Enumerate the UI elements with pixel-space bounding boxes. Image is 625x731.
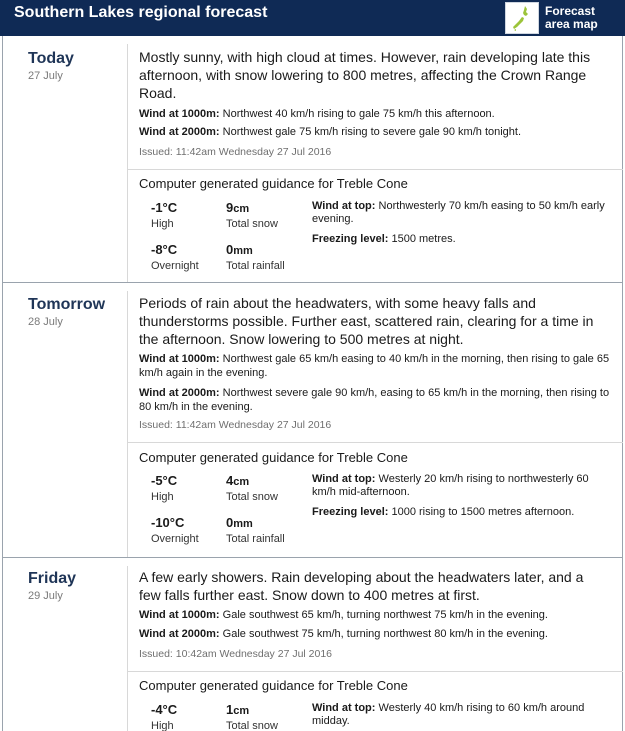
wind-2000m-value: Northwest severe gale 90 km/h, easing to 65 km/h in the morning, then rising to 80 km/h in the evening. xyxy=(139,387,610,413)
high-temp: -4°C xyxy=(151,702,178,717)
section-divider xyxy=(128,169,623,170)
day-name: Today xyxy=(28,50,74,67)
freezing-level xyxy=(312,233,612,245)
day-name: Tomorrow xyxy=(28,296,106,313)
total-rainfall-label: Total rainfall xyxy=(226,260,285,272)
total-rainfall-value xyxy=(226,242,253,257)
rain-unit: mm xyxy=(233,245,253,257)
overnight-temp: -10°C xyxy=(151,515,185,530)
issued-time: Issued: 11:42am Wednesday 27 Jul 2016 xyxy=(139,146,332,158)
day-date: 29 July xyxy=(28,590,63,602)
column-divider xyxy=(127,44,128,282)
high-temp: -1°C xyxy=(151,200,178,215)
page-header xyxy=(0,0,625,36)
wind-at-top-value: Northwesterly 70 km/h easing to 50 km/h early evening. xyxy=(312,200,605,225)
freezing-level-label: Freezing level: xyxy=(312,233,389,245)
freezing-level-label: Freezing level: xyxy=(312,506,389,518)
wind-1000m xyxy=(139,352,614,380)
overnight-label: Overnight xyxy=(151,533,199,545)
day-name: Friday xyxy=(28,570,77,587)
total-rainfall-value xyxy=(226,515,253,530)
wind-1000m xyxy=(139,107,614,121)
wind-2000m-label: Wind at 2000m: xyxy=(139,126,220,138)
map-link-line1[interactable]: Forecast xyxy=(545,4,596,18)
snow-unit: cm xyxy=(233,203,250,215)
total-rainfall-label: Total rainfall xyxy=(226,533,285,545)
wind-at-top xyxy=(312,473,612,499)
wind-2000m xyxy=(139,386,614,414)
wind-2000m-value: Gale southwest 75 km/h, turning northwest 80 km/h in the evening. xyxy=(222,628,548,640)
issued-time: Issued: 11:42am Wednesday 27 Jul 2016 xyxy=(139,419,332,431)
total-snow-label: Total snow xyxy=(226,720,278,731)
day-friday xyxy=(2,558,623,731)
total-snow-value xyxy=(226,702,249,717)
wind-2000m-value: Northwest gale 75 km/h rising to severe gale 90 km/h tonight. xyxy=(222,126,522,138)
wind-1000m-label: Wind at 1000m: xyxy=(139,108,220,120)
column-divider xyxy=(127,566,128,731)
wind-at-top-value: Westerly 40 km/h rising to 60 km/h around midday. xyxy=(312,702,585,727)
overnight-label: Overnight xyxy=(151,260,199,272)
day-tomorrow xyxy=(2,283,623,557)
day-today xyxy=(2,36,623,282)
wind-2000m xyxy=(139,125,614,139)
forecast-summary: Mostly sunny, with high cloud at times. However, rain developing late this afternoon, with snow lowering to 800 metres, affecting the Crown Range Road. xyxy=(139,49,591,101)
page-title: Southern Lakes regional forecast xyxy=(14,4,268,21)
column-divider xyxy=(127,291,128,557)
high-label: High xyxy=(151,720,174,731)
day-date: 27 July xyxy=(28,70,63,82)
wind-at-top-label: Wind at top: xyxy=(312,200,376,212)
wind-1000m-label: Wind at 1000m: xyxy=(139,609,220,621)
wind-2000m-label: Wind at 2000m: xyxy=(139,387,220,399)
high-temp: -5°C xyxy=(151,473,178,488)
rain-unit: mm xyxy=(233,518,253,530)
total-snow-label: Total snow xyxy=(226,218,278,230)
wind-at-top xyxy=(312,200,612,226)
wind-2000m-label: Wind at 2000m: xyxy=(139,628,220,640)
snow-unit: cm xyxy=(233,705,250,717)
wind-1000m-label: Wind at 1000m: xyxy=(139,353,220,365)
snow-number: 9 xyxy=(226,200,234,215)
wind-2000m xyxy=(139,627,614,641)
snow-unit: cm xyxy=(233,476,250,488)
section-divider xyxy=(128,671,623,672)
freezing-level xyxy=(312,506,612,518)
wind-at-top-label: Wind at top: xyxy=(312,473,376,485)
day-date: 28 July xyxy=(28,316,63,328)
guidance-title: Computer generated guidance for Treble Cone xyxy=(139,450,408,465)
wind-at-top-value: Westerly 20 km/h rising to northwesterly 60 km/h mid-afternoon. xyxy=(312,473,589,498)
high-label: High xyxy=(151,491,174,503)
new-zealand-map-icon[interactable] xyxy=(505,2,539,34)
wind-at-top-label: Wind at top: xyxy=(312,702,376,714)
guidance-title: Computer generated guidance for Treble Cone xyxy=(139,176,408,191)
snow-number: 1 xyxy=(226,702,234,717)
wind-1000m xyxy=(139,608,614,622)
issued-time: Issued: 10:42am Wednesday 27 Jul 2016 xyxy=(139,648,333,660)
total-snow-value xyxy=(226,200,249,215)
total-snow-value xyxy=(226,473,249,488)
high-label: High xyxy=(151,218,174,230)
freezing-level-value: 1000 rising to 1500 metres afternoon. xyxy=(391,506,575,518)
wind-1000m-value: Northwest 40 km/h rising to gale 75 km/h this afternoon. xyxy=(222,108,495,120)
overnight-temp: -8°C xyxy=(151,242,178,257)
wind-at-top xyxy=(312,702,612,728)
rain-number: 0 xyxy=(226,242,234,257)
total-snow-label: Total snow xyxy=(226,491,278,503)
guidance-title: Computer generated guidance for Treble Cone xyxy=(139,678,408,693)
map-link-line2[interactable]: area map xyxy=(545,17,598,31)
forecast-area-map-link[interactable] xyxy=(505,0,617,36)
snow-number: 4 xyxy=(226,473,234,488)
forecast-summary: A few early showers. Rain developing about the headwaters later, and a few falls further east. Snow down to 400 metres at first. xyxy=(139,569,584,603)
rain-number: 0 xyxy=(226,515,234,530)
wind-1000m-value: Northwest gale 65 km/h easing to 40 km/h in the morning, then rising to gale 65 km/h again in the evening. xyxy=(139,353,610,379)
map-link-label[interactable] xyxy=(545,5,615,31)
wind-1000m-value: Gale southwest 65 km/h, turning northwest 75 km/h in the evening. xyxy=(222,609,548,621)
section-divider xyxy=(128,442,623,443)
freezing-level-value: 1500 metres. xyxy=(391,233,456,245)
forecast-summary: Periods of rain about the headwaters, with some heavy falls and thunderstorms possible. Further east, scattered rain, clearing for a time in the afternoon. Snow lowering to 500 metres at night. xyxy=(139,295,594,347)
